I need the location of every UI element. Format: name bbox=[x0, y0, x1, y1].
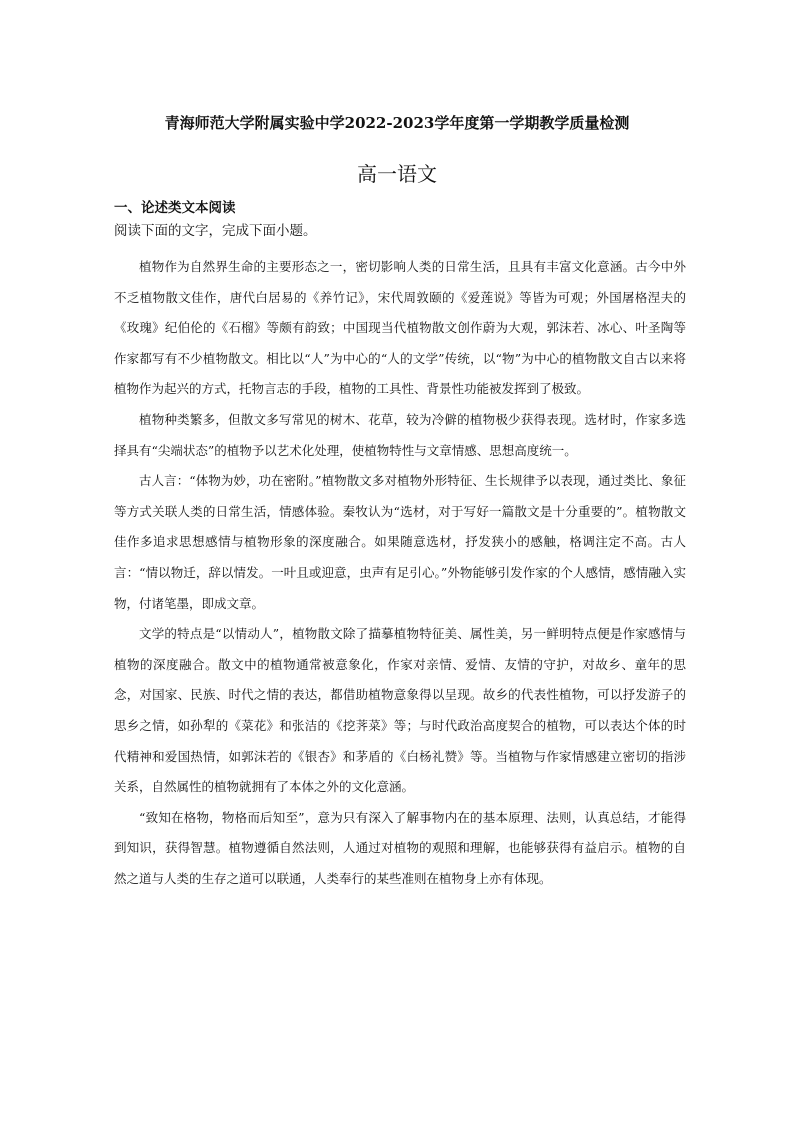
passage-paragraph: 文学的特点是“以情动人”，植物散文除了描摹植物特征美、属性美，另一鲜明特点便是作家感情与植物的深度融合。散文中的植物通常被意象化，作家对亲情、爱情、友情的守护，对故乡、童年的思念，对国家、民族、时代之情的表达，都借助植物意象得以呈现。故乡的代表性植物，可以抒发游子的思乡之情，如孙犁的《菜花》和张洁的《挖荠菜》等；与时代政治高度契合的植物，可以表达个体的时代精神和爱国热情，如郭沫若的《银杏》和茅盾的《白杨礼赞》等。当植物与作家情感建立密切的指涉关系，自然属性的植物就拥有了本体之外的文化意涵。 bbox=[114, 626, 686, 795]
passage-paragraph: 植物种类繁多，但散文多写常见的树木、花草，较为冷僻的植物极少获得表现。选材时，作家多选择具有“尖端状态”的植物予以艺术化处理，使植物特性与文章情感、思想高度统一。 bbox=[114, 411, 686, 458]
passage-body bbox=[114, 252, 686, 894]
passage-paragraph: 植物作为自然界生命的主要形态之一，密切影响人类的日常生活，且具有丰富文化意涵。古今中外不乏植物散文佳作，唐代白居易的《养竹记》，宋代周敦颐的《爱莲说》等皆为可观；外国屠格涅夫的《玫瑰》纪伯伦的《石榴》等颇有韵致；中国现当代植物散文创作蔚为大观，郭沫若、冰心、叶圣陶等作家都写有不少植物散文。相比以“人”为中心的“人的文学”传统，以“物”为中心的植物散文自古以来将植物作为起兴的方式，托物言志的手段，植物的工具性、背景性功能被发挥到了极致。 bbox=[114, 259, 686, 397]
exam-subtitle: 高一语文 bbox=[357, 162, 437, 186]
section-heading: 一、论述类文本阅读 bbox=[114, 200, 236, 216]
passage-paragraph: “致知在格物，物格而后知至”，意为只有深入了解事物内在的基本原理、法则，认真总结，才能得到知识，获得智慧。植物遵循自然法则，人通过对植物的观照和理解，也能够获得有益启示。植物的自然之道与人类的生存之道可以联通，人类奉行的某些准则在植物身上亦有体现。 bbox=[114, 809, 686, 886]
passage-paragraph: 古人言：“体物为妙，功在密附。”植物散文多对植物外形特征、生长规律予以表现，通过类比、象征等方式关联人类的日常生活，情感体验。秦牧认为“选材，对于写好一篇散文是十分重要的”。植物散文佳作多追求思想感情与植物形象的深度融合。如果随意选材，抒发狭小的感触，格调注定不高。古人言：“情以物迁，辞以情发。一叶且或迎意，虫声有足引心。”外物能够引发作家的个人感情，感情融入实物，付诸笔墨，即成文章。 bbox=[114, 473, 686, 611]
exam-title: 青海师范大学附属实验中学2022-2023学年度第一学期教学质量检测 bbox=[164, 114, 630, 132]
section-instruction: 阅读下面的文字，完成下面小题。 bbox=[114, 223, 317, 239]
